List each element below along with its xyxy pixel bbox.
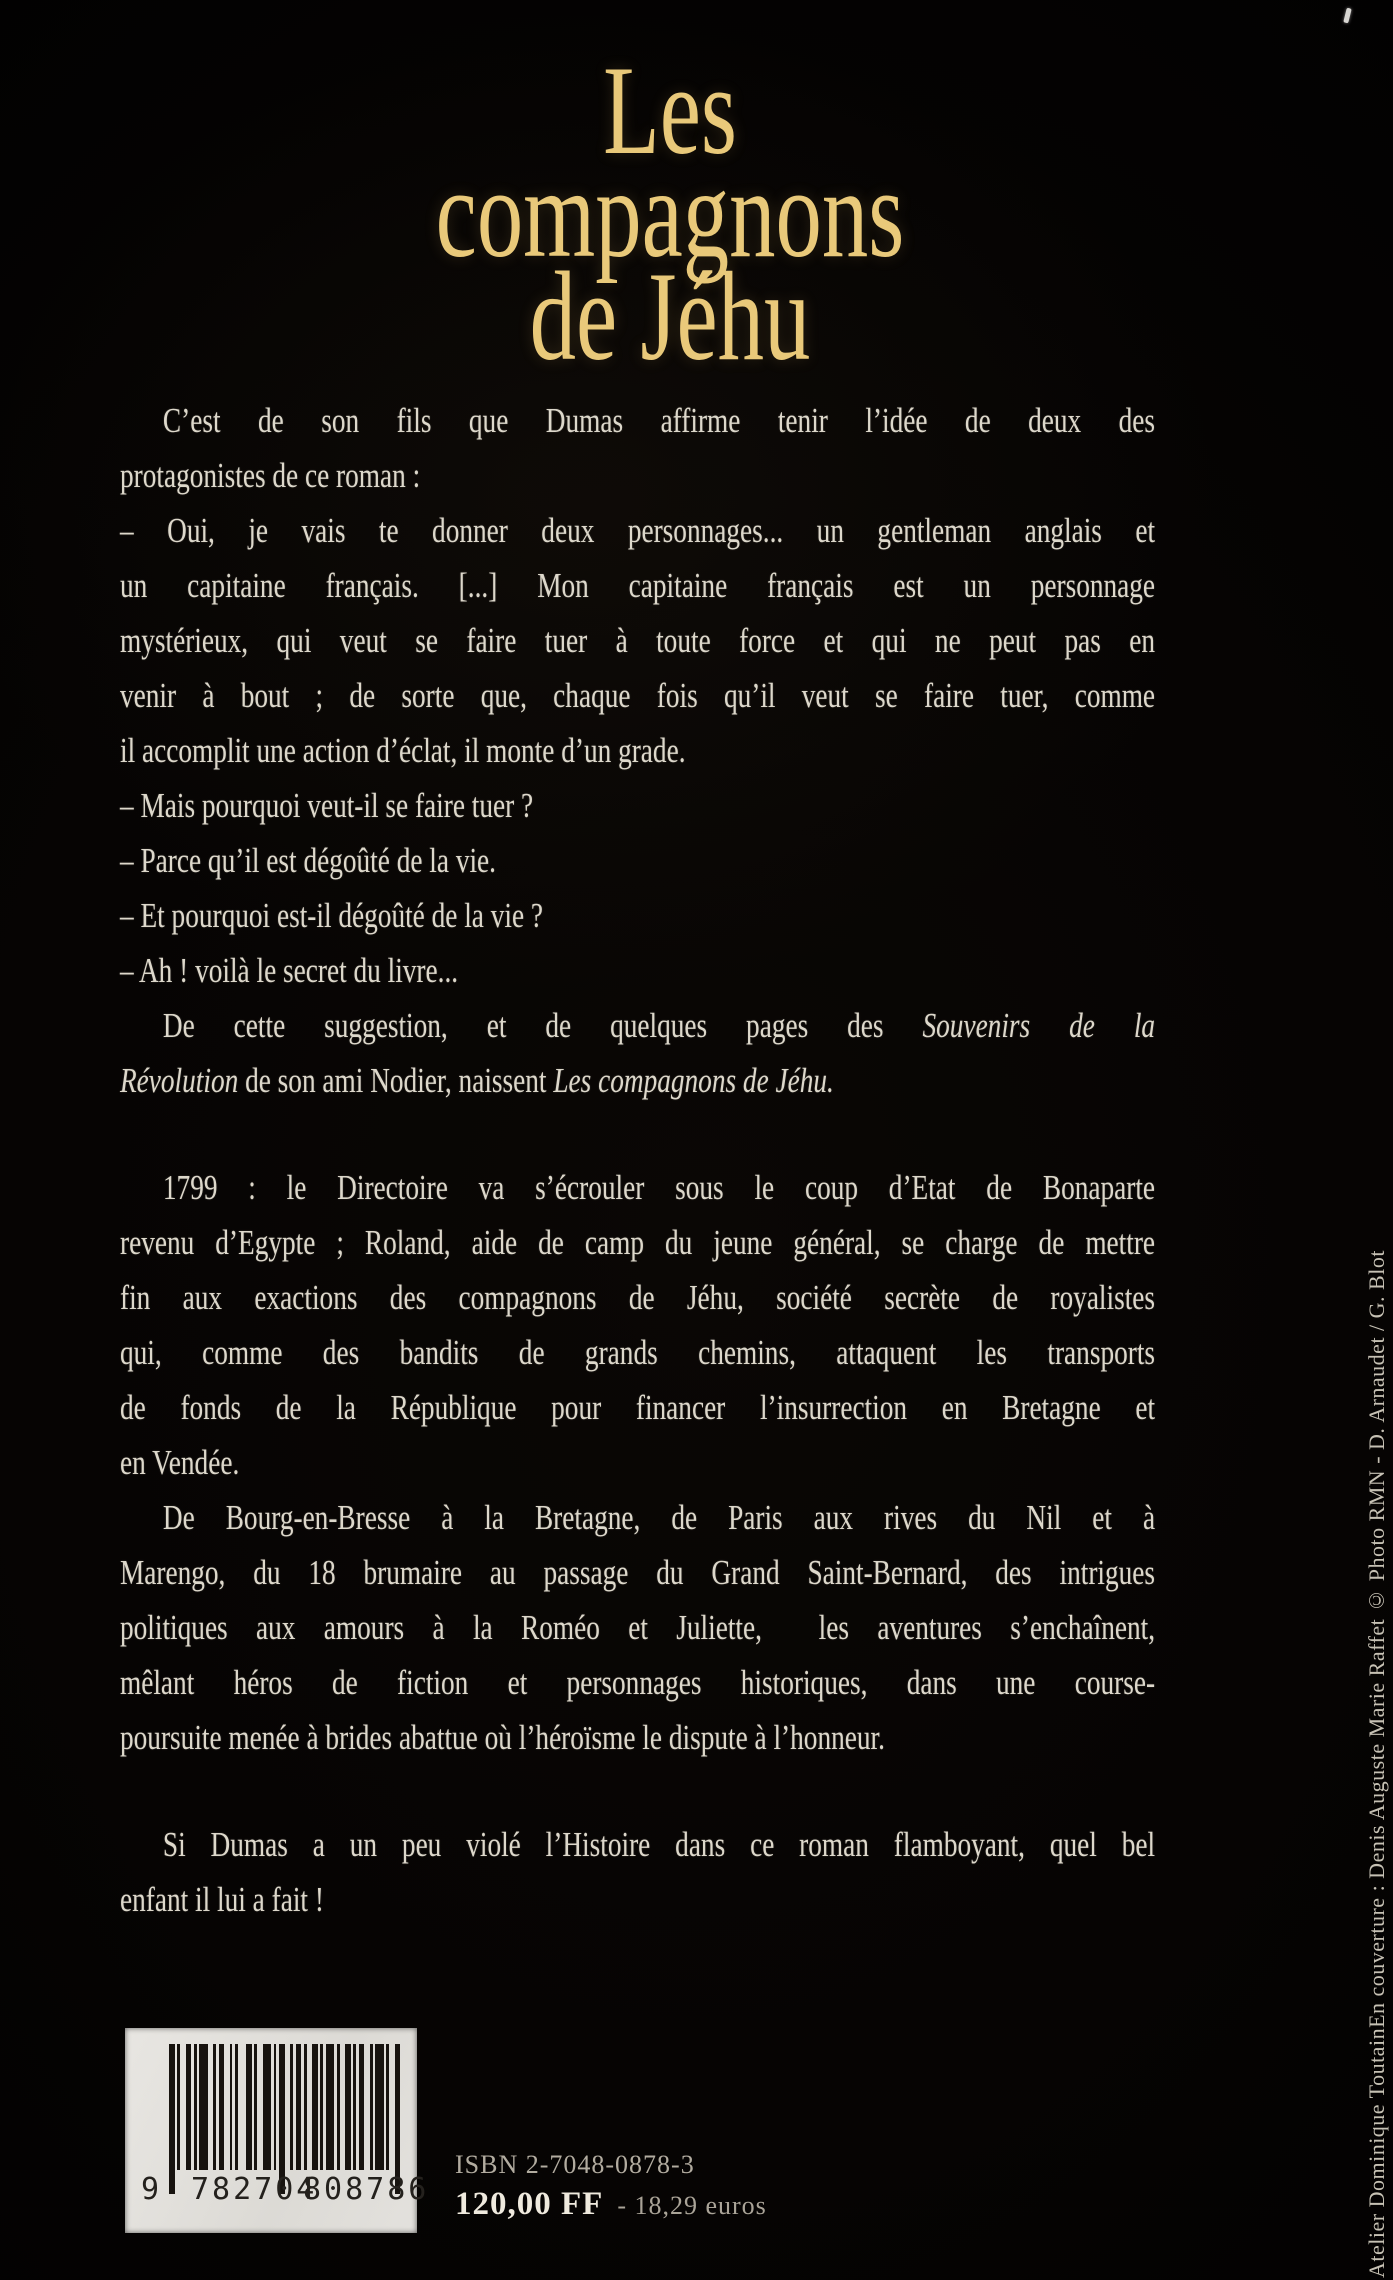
- text: Si Dumas a un peu violé l’Histoire dans ce roman flamboyant, quel bel: [162, 1825, 1156, 1864]
- body-text-line: [120, 503, 1155, 558]
- text: revenu d’Egypte ; Roland, aide de camp du jeune général, se charge de mettre: [120, 1223, 1156, 1262]
- body-text-line: [120, 668, 1155, 723]
- book-title: [294, 41, 1046, 387]
- body-text-line: [120, 1435, 1155, 1490]
- body-text-line: [120, 393, 1155, 448]
- barcode-digit-group: 782704: [191, 2172, 318, 2207]
- body-text-line: [120, 1490, 1155, 1545]
- body-text-line: [120, 723, 1155, 778]
- isbn-label: ISBN 2-7048-0878-3: [455, 2150, 695, 2179]
- body-text-line: [120, 1325, 1155, 1380]
- price: [455, 2186, 767, 2223]
- barcode-panel: [125, 2028, 430, 2233]
- text: C’est de son fils que Dumas affirme tenir l’idée de deux des: [162, 401, 1156, 440]
- paragraph: [120, 1490, 1155, 1765]
- text: politiques aux amours à la Roméo et Juliette, les aventures s’enchaînent,: [120, 1608, 1156, 1647]
- credit-cover: En couverture : Denis Auguste Marie Raffet © Photo RMN - D. Arnaudet / G. Blot: [1364, 1250, 1389, 2028]
- credit-studio: Atelier Dominique Toutain: [1364, 2027, 1389, 2278]
- text: venir à bout ; de sorte que, chaque fois qu’il veut se faire tuer, comme: [120, 676, 1156, 715]
- barcode-bar: [263, 2044, 271, 2170]
- text: poursuite menée à brides abattue où l’héroïsme le dispute à l’honneur.: [120, 1718, 885, 1757]
- body-text-line: [120, 998, 1155, 1053]
- body-text-line: [120, 1053, 1155, 1108]
- text: mêlant héros de fiction et personnages historiques, dans une course-: [120, 1663, 1156, 1702]
- barcode-digit-group: 808786: [303, 2172, 430, 2207]
- italic-text: Les compagnons de Jéhu.: [553, 1061, 834, 1100]
- back-cover-text: [120, 393, 1155, 1927]
- text: – Et pourquoi est-il dégoûté de la vie ?: [120, 896, 544, 935]
- body-text-line: [120, 1270, 1155, 1325]
- text: – Ah ! voilà le secret du livre...: [120, 951, 459, 990]
- body-text-line: [120, 613, 1155, 668]
- barcode-bar: [375, 2044, 383, 2170]
- italic-text: Souvenirs de la: [922, 1006, 1156, 1045]
- text: protagonistes de ce roman :: [120, 456, 421, 495]
- body-text-line: [120, 778, 1155, 833]
- text: De Bourg-en-Bresse à la Bretagne, de Paris aux rives du Nil et à: [162, 1498, 1156, 1537]
- text: 1799 : le Directoire va s’écrouler sous le coup d’Etat de Bonaparte: [162, 1168, 1156, 1207]
- text: – Oui, je vais te donner deux personnages... un gentleman anglais et: [120, 511, 1156, 550]
- body-text-line: [120, 1817, 1155, 1872]
- paragraph: [120, 1160, 1155, 1490]
- barcode-bar: [199, 2044, 207, 2170]
- text: de fonds de la République pour financer l’insurrection en Bretagne et: [120, 1388, 1156, 1427]
- price-euros: - 18,29 euros: [617, 2191, 767, 2220]
- text: de son ami Nodier, naissent: [238, 1061, 554, 1100]
- price-francs: 120,00 FF: [455, 2186, 604, 2222]
- barcode-digits: [125, 2170, 430, 2214]
- credits-vertical: [1348, 1072, 1389, 2278]
- barcode: [169, 2044, 400, 2170]
- paragraph: [120, 1817, 1155, 1927]
- text: De cette suggestion, et de quelques pages des: [162, 1006, 923, 1045]
- body-text-line: [120, 943, 1155, 998]
- body-text-line: [120, 1160, 1155, 1215]
- body-text-line: [120, 1655, 1155, 1710]
- text: un capitaine français. [...] Mon capitaine français est un personnage: [120, 566, 1156, 605]
- text: qui, comme des bandits de grands chemins, attaquent les transports: [120, 1333, 1156, 1372]
- text: il accomplit une action d’éclat, il monte d’un grade.: [120, 731, 686, 770]
- body-text-line: [120, 888, 1155, 943]
- body-text-line: [120, 1215, 1155, 1270]
- body-text-line: [120, 558, 1155, 613]
- paragraph: [120, 393, 1155, 1108]
- body-text-line: [120, 1600, 1155, 1655]
- text: en Vendée.: [120, 1443, 240, 1482]
- body-text-line: [120, 1710, 1155, 1765]
- body-text-line: [120, 1872, 1155, 1927]
- text: – Parce qu’il est dégoûté de la vie.: [120, 841, 497, 880]
- title-line: Les: [603, 41, 737, 181]
- body-text-line: [120, 1380, 1155, 1435]
- body-text-line: [120, 833, 1155, 888]
- text: mystérieux, qui veut se faire tuer à toute force et qui ne peut pas en: [120, 621, 1156, 660]
- title-line: de Jéhu: [529, 247, 811, 387]
- dust-speck: [1343, 8, 1351, 24]
- text: Marengo, du 18 brumaire au passage du Grand Saint-Bernard, des intrigues: [120, 1553, 1156, 1592]
- text: enfant il lui a fait !: [120, 1880, 324, 1919]
- barcode-bar: [326, 2044, 334, 2170]
- text: – Mais pourquoi veut-il se faire tuer ?: [120, 786, 534, 825]
- italic-text: Révolution: [120, 1061, 239, 1100]
- body-text-line: [120, 1545, 1155, 1600]
- title-line: compagnons: [435, 144, 905, 284]
- barcode-digit-group: 9: [141, 2172, 163, 2207]
- body-text-line: [120, 448, 1155, 503]
- text: fin aux exactions des compagnons de Jéhu, société secrète de royalistes: [120, 1278, 1156, 1317]
- barcode-gap: [238, 2044, 246, 2170]
